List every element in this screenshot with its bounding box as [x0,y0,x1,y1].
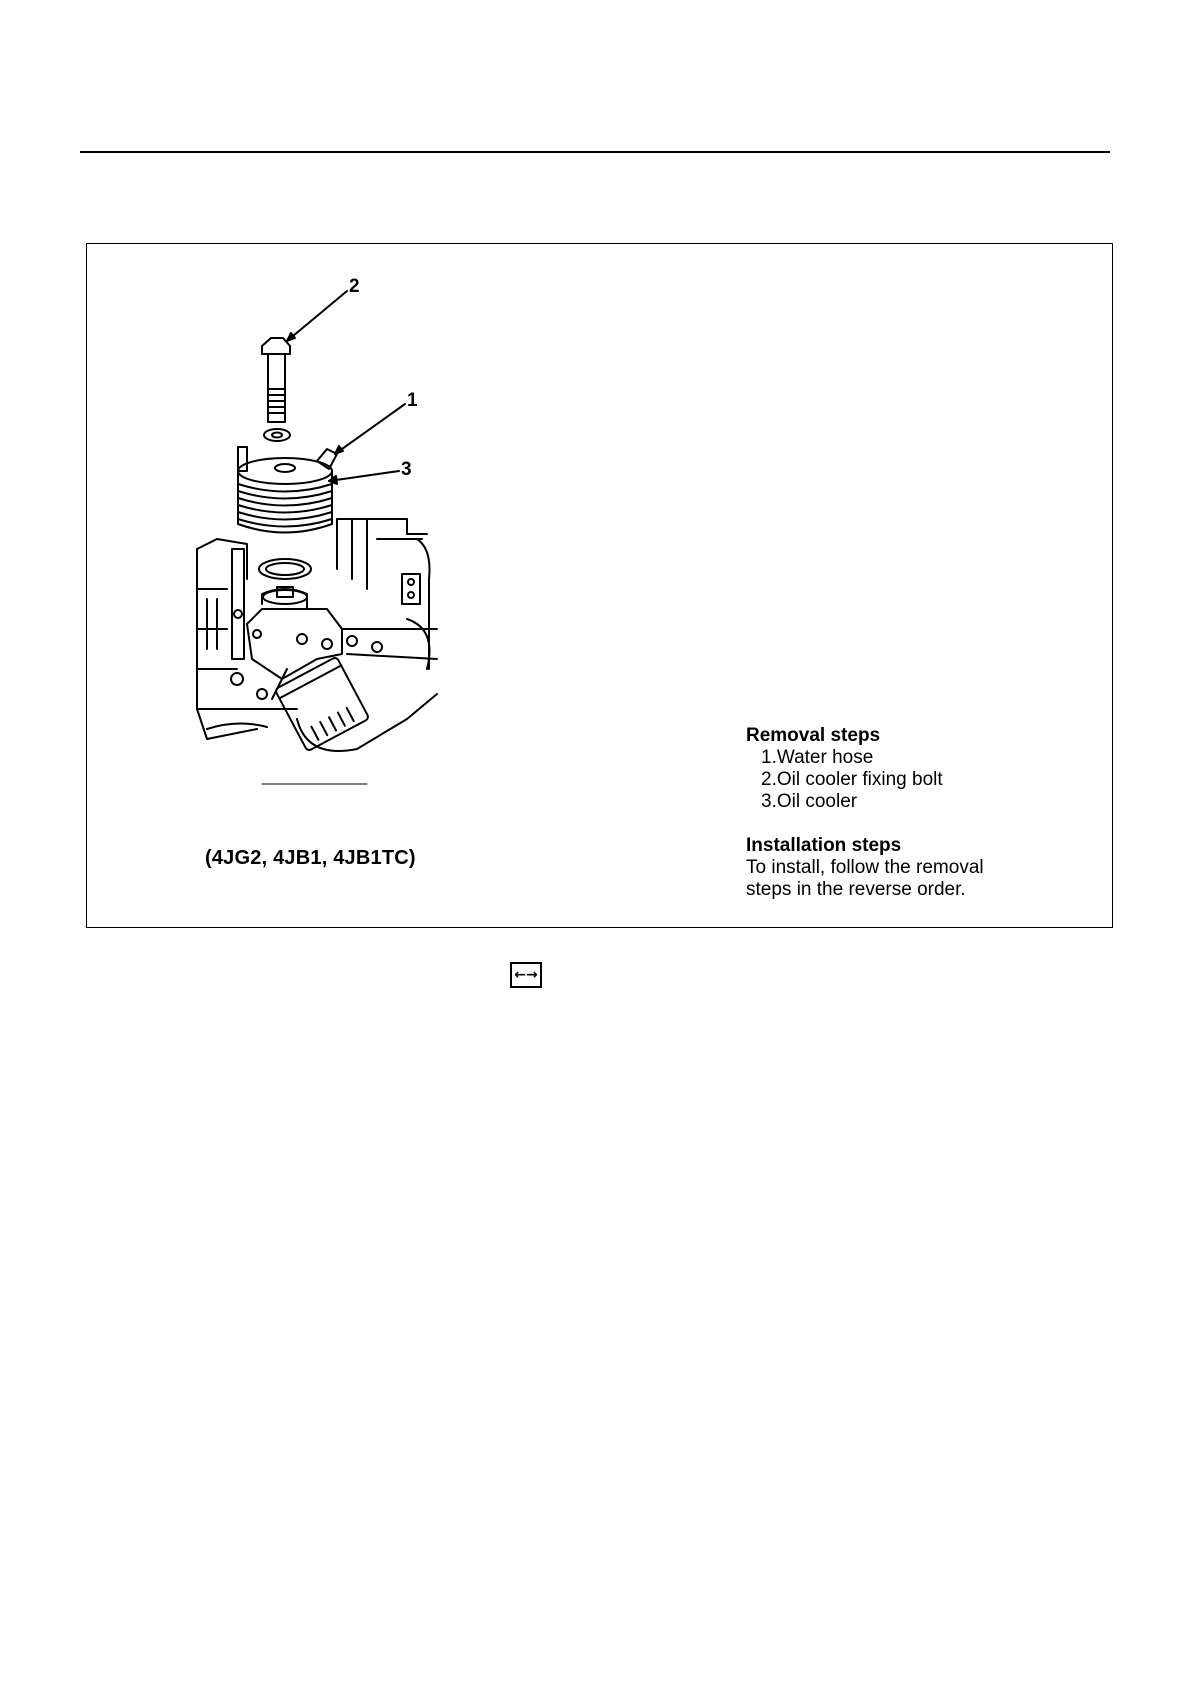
removal-step: 3.Oil cooler [761,791,858,812]
removal-step: 2.Oil cooler fixing bolt [761,769,943,790]
callout-3: 3 [401,459,412,480]
installation-line: To install, follow the removal [746,857,984,878]
callout-2: 2 [349,276,360,297]
removal-step: 1.Water hose [761,747,874,768]
installation-steps-title: Installation steps [746,835,902,856]
double-arrow-icon[interactable]: ←→ [510,962,542,988]
header-rule [80,151,1110,153]
removal-steps-title: Removal steps [746,725,881,746]
figure-box [86,243,1113,928]
steps-panel [746,725,984,901]
figure-caption: (4JG2, 4JB1, 4JB1TC) [205,847,416,869]
installation-line: steps in the reverse order. [746,879,966,900]
oil-cooler-illustration [177,249,537,789]
callout-1: 1 [407,390,418,411]
